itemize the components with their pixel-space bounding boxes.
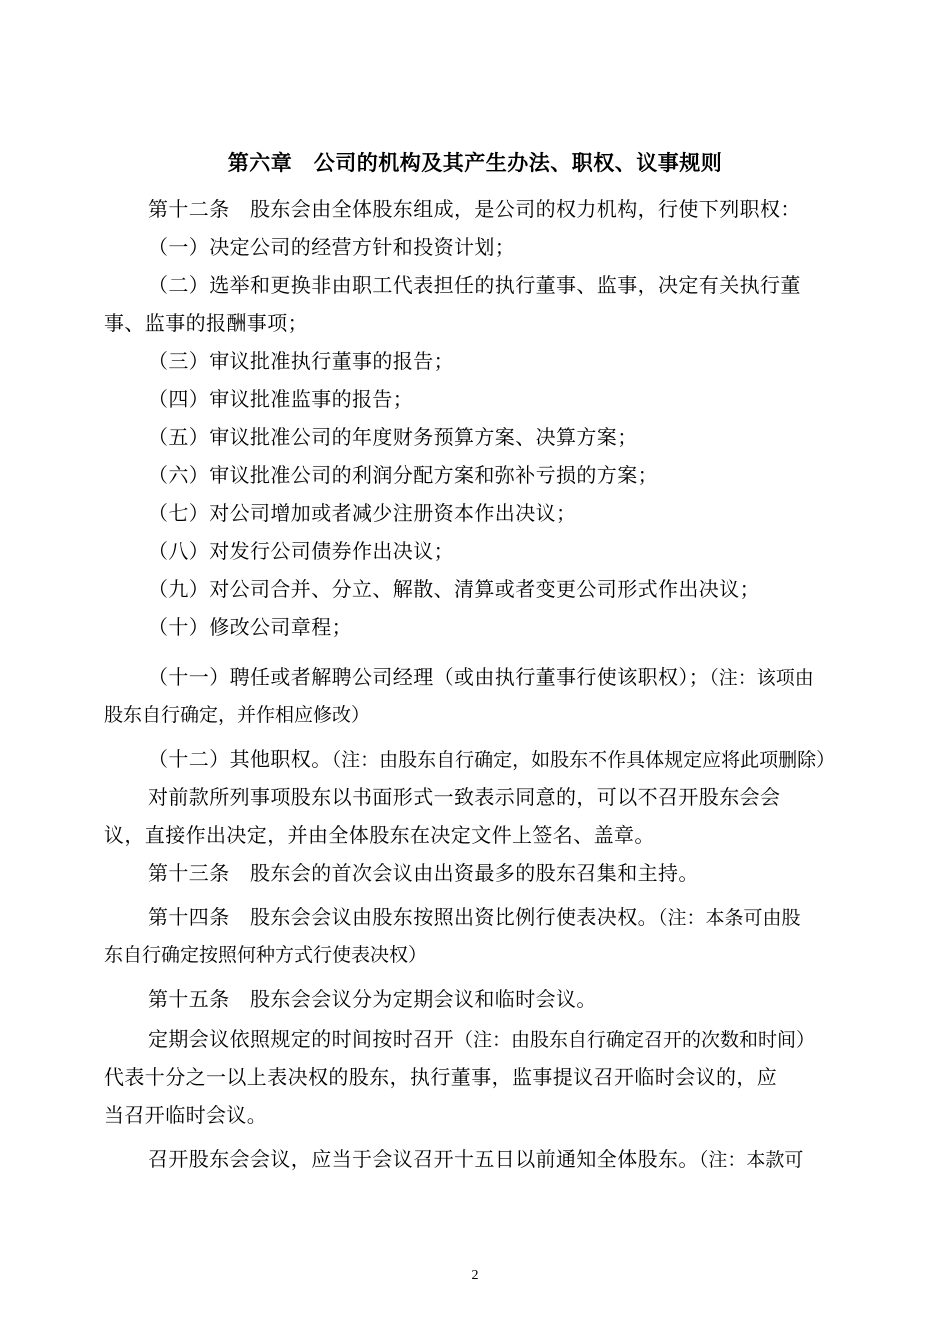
article-13: 第十三条 股东会的首次会议由出资最多的股东召集和主持。 (148, 861, 699, 885)
article-14-text: 第十四条 股东会会议由股东按照出资比例行使表决权。 (148, 905, 658, 929)
list-item-4: （四）审议批准监事的报告； (148, 387, 414, 411)
list-item-6: （六）审议批准公司的利润分配方案和弥补亏损的方案； (148, 463, 658, 487)
interim-meeting-line-1: 代表十分之一以上表决权的股东，执行董事，监事提议召开临时会议的，应 (104, 1065, 778, 1089)
list-item-11-note-cont: 股东自行确定，并作相应修改） (104, 704, 371, 726)
article-14-note: （注：本条可由股 (658, 907, 801, 929)
list-item-3: （三）审议批准执行董事的报告； (148, 349, 454, 373)
list-item-8: （八）对发行公司债券作出决议； (148, 539, 454, 563)
list-item-10: （十）修改公司章程； (148, 615, 352, 639)
article-15: 第十五条 股东会会议分为定期会议和临时会议。 (148, 987, 597, 1011)
list-item-9: （九）对公司合并、分立、解散、清算或者变更公司形式作出决议； (148, 577, 760, 601)
list-item-5: （五）审议批准公司的年度财务预算方案、决算方案； (148, 425, 638, 449)
list-item-7: （七）对公司增加或者减少注册资本作出决议； (148, 501, 577, 525)
chapter-heading: 第六章 公司的机构及其产生办法、职权、议事规则 (227, 151, 723, 175)
regular-meeting-note: （注：由股东自行确定召开的次数和时间） (454, 1029, 816, 1051)
article-12-intro: 第十二条 股东会由全体股东组成，是公司的权力机构，行使下列职权： (148, 197, 801, 221)
list-item-12 (148, 744, 908, 775)
interim-meeting-line-2: 当召开临时会议。 (104, 1103, 268, 1127)
list-item-12-note: （注：由股东自行确定，如股东不作具体规定应将此项删除） (331, 749, 836, 771)
list-item-11-line-1 (148, 662, 908, 693)
list-item-2-line-2: 事、监事的报酬事项； (104, 311, 308, 335)
article-14-note-cont: 东自行确定按照何种方式行使表决权） (104, 944, 428, 966)
notice-text: 召开股东会会议，应当于会议召开十五日以前通知全体股东。 (148, 1147, 699, 1171)
written-consent-line-1: 对前款所列事项股东以书面形式一致表示同意的，可以不召开股东会会 (148, 785, 781, 809)
regular-meeting-text: 定期会议依照规定的时间按时召开 (148, 1027, 454, 1051)
article-14-line-1 (148, 902, 908, 933)
list-item-11-note: （注：该项由 (709, 667, 814, 689)
list-item-12-text: （十二）其他职权。 (148, 747, 332, 771)
notice-line (148, 1144, 908, 1175)
written-consent-line-2: 议，直接作出决定，并由全体股东在决定文件上签名、盖章。 (104, 823, 655, 847)
regular-meeting-line (148, 1024, 908, 1055)
page-number: 2 (471, 1268, 479, 1283)
list-item-1: （一）决定公司的经营方针和投资计划； (148, 235, 516, 259)
list-item-2-line-1: （二）选举和更换非由职工代表担任的执行董事、监事，决定有关执行董 (148, 273, 801, 297)
list-item-11-text: （十一）聘任或者解聘公司经理（或由执行董事行使该职权）； (148, 665, 710, 689)
notice-note: （注：本款可 (698, 1149, 804, 1171)
